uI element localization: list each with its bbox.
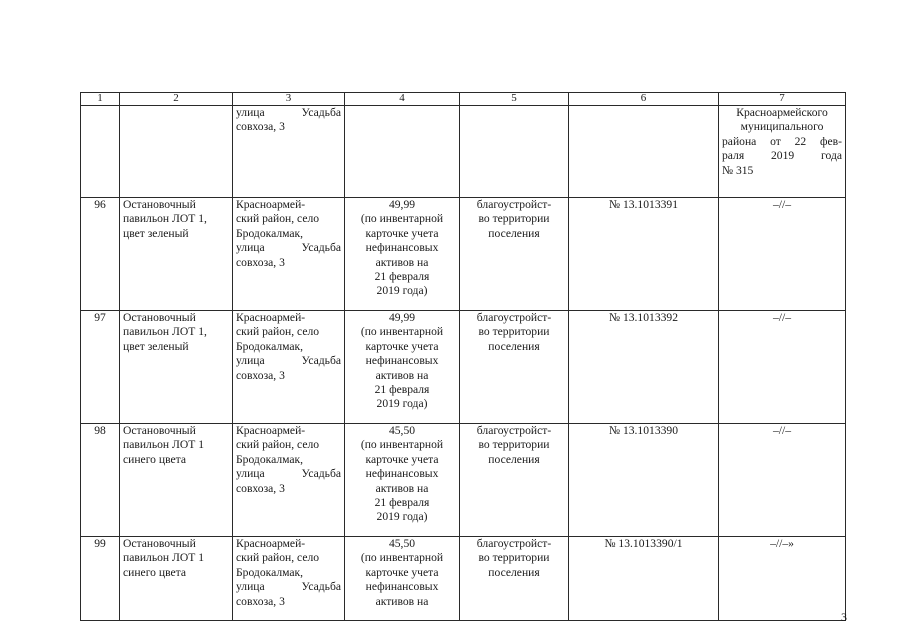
address-line: Красноармей- bbox=[236, 537, 306, 550]
name-line: цвет зеленый bbox=[123, 339, 189, 353]
purpose-line: во территории bbox=[478, 325, 550, 339]
purpose-line: благоустройст- bbox=[476, 198, 552, 211]
note-line bbox=[722, 135, 842, 149]
table-row bbox=[81, 424, 846, 537]
value-line: 21 февраля bbox=[374, 383, 430, 397]
purpose-line: поселения bbox=[488, 226, 540, 240]
num-cell: 96 bbox=[81, 198, 120, 311]
purpose-cell bbox=[460, 106, 569, 198]
word: раля bbox=[722, 149, 745, 163]
purpose-line: благоустройст- bbox=[476, 424, 552, 437]
value-line: карточке учета bbox=[365, 226, 439, 240]
name-line: синего цвета bbox=[123, 565, 186, 579]
header-cell: 7 bbox=[719, 93, 846, 106]
value-line: нефинансовых bbox=[365, 241, 439, 255]
value-cell bbox=[345, 198, 460, 311]
inventory-cell: № 13.1013391 bbox=[569, 198, 719, 311]
name-line: Остановочный bbox=[123, 311, 196, 324]
header-row bbox=[81, 93, 846, 106]
name-line: Остановочный bbox=[123, 537, 196, 550]
purpose-cell bbox=[460, 424, 569, 537]
note-line bbox=[722, 149, 842, 163]
address-line: ский район, село bbox=[236, 438, 320, 452]
note-line: № 315 bbox=[722, 163, 754, 177]
purpose-line: поселения bbox=[488, 452, 540, 466]
name-cell bbox=[120, 106, 233, 198]
address-cell bbox=[233, 106, 345, 198]
address-line: совхоза, 3 bbox=[236, 481, 285, 495]
purpose-cell bbox=[460, 198, 569, 311]
value-line: 21 февраля bbox=[374, 270, 430, 284]
purpose-line: поселения bbox=[488, 565, 540, 579]
address-line bbox=[236, 467, 341, 481]
word: Усадьба bbox=[301, 354, 341, 368]
address-line bbox=[236, 580, 341, 594]
address-cell bbox=[233, 198, 345, 311]
value-cell bbox=[345, 424, 460, 537]
word: улица bbox=[236, 106, 265, 119]
value-line: 45,50 bbox=[388, 537, 416, 550]
purpose-line: во территории bbox=[478, 212, 550, 226]
address-line: совхоза, 3 bbox=[236, 255, 285, 269]
note-cell: –//– bbox=[719, 198, 846, 311]
purpose-cell bbox=[460, 537, 569, 621]
name-cell bbox=[120, 198, 233, 311]
header-cell: 6 bbox=[569, 93, 719, 106]
value-line: активов на bbox=[375, 481, 429, 495]
address-line: ский район, село bbox=[236, 551, 320, 565]
value-line: (по инвентарной bbox=[360, 551, 444, 565]
num-cell: 99 bbox=[81, 537, 120, 621]
value-line: 45,50 bbox=[388, 424, 416, 437]
num-cell: 97 bbox=[81, 311, 120, 424]
note-cell: –//– bbox=[719, 424, 846, 537]
header-cell: 4 bbox=[345, 93, 460, 106]
word: Усадьба bbox=[301, 580, 341, 594]
word: района bbox=[722, 134, 757, 148]
purpose-line: благоустройст- bbox=[476, 537, 552, 550]
name-line: цвет зеленый bbox=[123, 226, 189, 240]
value-cell bbox=[345, 311, 460, 424]
header-cell: 5 bbox=[460, 93, 569, 106]
value-line: карточке учета bbox=[365, 565, 439, 579]
word: от bbox=[770, 134, 781, 148]
word: Усадьба bbox=[301, 467, 341, 481]
purpose-line: во территории bbox=[478, 438, 550, 452]
word: улица bbox=[236, 241, 265, 255]
value-cell bbox=[345, 106, 460, 198]
word: улица bbox=[236, 354, 265, 368]
address-line: Бродокалмак, bbox=[236, 339, 304, 353]
address-line: Бродокалмак, bbox=[236, 226, 304, 240]
note-cell: –//–» bbox=[719, 537, 846, 621]
address-line: Бродокалмак, bbox=[236, 565, 304, 579]
continuation-row bbox=[81, 106, 846, 198]
address-cell bbox=[233, 424, 345, 537]
value-line: нефинансовых bbox=[365, 467, 439, 481]
value-line: 49,99 bbox=[388, 311, 416, 324]
value-line: 2019 года) bbox=[376, 397, 428, 411]
table-row bbox=[81, 198, 846, 311]
name-line: павильон ЛОТ 1, bbox=[123, 325, 207, 339]
inventory-cell: № 13.1013390/1 bbox=[569, 537, 719, 621]
name-line: Остановочный bbox=[123, 198, 196, 211]
value-line: 21 февраля bbox=[374, 496, 430, 510]
header-cell: 3 bbox=[233, 93, 345, 106]
name-cell bbox=[120, 537, 233, 621]
word: Усадьба bbox=[301, 106, 341, 119]
value-line: карточке учета bbox=[365, 339, 439, 353]
table-row bbox=[81, 537, 846, 621]
table-row bbox=[81, 311, 846, 424]
value-line: нефинансовых bbox=[365, 354, 439, 368]
word: года bbox=[821, 149, 842, 163]
address-cell bbox=[233, 537, 345, 621]
name-line: Остановочный bbox=[123, 424, 196, 437]
note-line: Красноармейского bbox=[736, 106, 828, 119]
word: улица bbox=[236, 580, 265, 594]
name-line: павильон ЛОТ 1 bbox=[123, 551, 205, 565]
value-line: (по инвентарной bbox=[360, 438, 444, 452]
address-line: Бродокалмак, bbox=[236, 452, 304, 466]
word: Усадьба bbox=[301, 241, 341, 255]
name-line: павильон ЛОТ 1 bbox=[123, 438, 205, 452]
note-line: муниципального bbox=[740, 120, 824, 134]
address-line: Красноармей- bbox=[236, 198, 306, 211]
address-line: совхоза, 3 bbox=[236, 120, 285, 134]
purpose-line: благоустройст- bbox=[476, 311, 552, 324]
value-line: карточке учета bbox=[365, 452, 439, 466]
word: улица bbox=[236, 467, 265, 481]
value-line: 2019 года) bbox=[376, 510, 428, 524]
note-cell: –//– bbox=[719, 311, 846, 424]
word: фев- bbox=[820, 134, 842, 148]
name-line: синего цвета bbox=[123, 452, 186, 466]
header-cell: 1 bbox=[81, 93, 120, 106]
address-line bbox=[236, 241, 341, 255]
address-line: ский район, село bbox=[236, 325, 320, 339]
header-cell: 2 bbox=[120, 93, 233, 106]
value-cell bbox=[345, 537, 460, 621]
name-cell bbox=[120, 311, 233, 424]
value-line: активов на bbox=[375, 255, 429, 269]
address-line: ский район, село bbox=[236, 212, 320, 226]
value-line: активов на bbox=[375, 594, 429, 608]
address-line: Красноармей- bbox=[236, 311, 306, 324]
value-line: нефинансовых bbox=[365, 580, 439, 594]
property-table bbox=[80, 92, 846, 621]
num-cell: 98 bbox=[81, 424, 120, 537]
value-line: (по инвентарной bbox=[360, 212, 444, 226]
note-cell bbox=[719, 106, 846, 198]
address-line bbox=[236, 354, 341, 368]
page-number: 3 bbox=[841, 610, 847, 624]
purpose-line: поселения bbox=[488, 339, 540, 353]
purpose-cell bbox=[460, 311, 569, 424]
value-line: 49,99 bbox=[388, 198, 416, 211]
name-line: павильон ЛОТ 1, bbox=[123, 212, 207, 226]
address-cell bbox=[233, 311, 345, 424]
inventory-cell bbox=[569, 106, 719, 198]
purpose-line: во территории bbox=[478, 551, 550, 565]
address-line: совхоза, 3 bbox=[236, 368, 285, 382]
inventory-cell: № 13.1013390 bbox=[569, 424, 719, 537]
address-line bbox=[236, 106, 341, 120]
name-cell bbox=[120, 424, 233, 537]
value-line: активов на bbox=[375, 368, 429, 382]
value-line: (по инвентарной bbox=[360, 325, 444, 339]
address-line: совхоза, 3 bbox=[236, 594, 285, 608]
inventory-cell: № 13.1013392 bbox=[569, 311, 719, 424]
address-line: Красноармей- bbox=[236, 424, 306, 437]
word: 22 bbox=[794, 134, 807, 148]
num-cell bbox=[81, 106, 120, 198]
word: 2019 bbox=[771, 149, 795, 163]
value-line: 2019 года) bbox=[376, 284, 428, 298]
